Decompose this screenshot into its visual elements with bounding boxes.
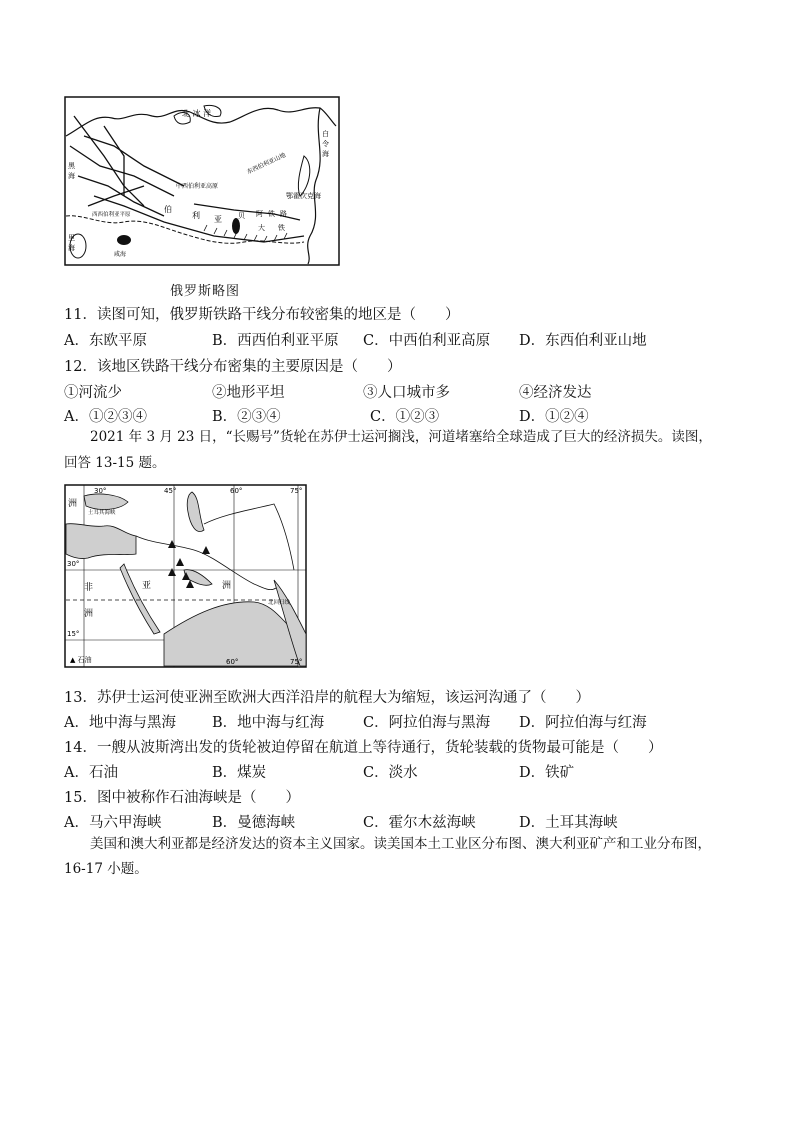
label-tropic-of-cancer: 北回归线 xyxy=(268,600,291,606)
q15-stem: 15．图中被称作石油海峡是（ ） xyxy=(64,790,300,806)
label-ya: 亚 xyxy=(142,581,152,591)
q15-option-d[interactable]: D．土耳其海峡 xyxy=(519,815,618,831)
passage-suez-line1: 2021 年 3 月 23 日，“长赐号”货轮在苏伊士运河搁浅，河道堵塞给全球造成了巨大的经济损失。读图， xyxy=(90,429,712,445)
svg-text:贝: 贝 xyxy=(238,212,245,220)
q12-statement-3: ③人口城市多 xyxy=(363,385,450,401)
label-caspian: 里 xyxy=(68,234,75,242)
q12-option-c[interactable]: C．①②③ xyxy=(370,409,440,425)
label-zhou-asia: 洲 xyxy=(222,581,232,591)
label-fei: 非 xyxy=(84,583,94,593)
legend-oil: ▲ 石油 xyxy=(70,656,92,664)
label-xian-sea: 咸海 xyxy=(114,251,127,258)
q11-option-a[interactable]: A．东欧平原 xyxy=(64,333,147,349)
label-lon45: 45° xyxy=(164,487,177,495)
label-west-sib: 西西伯利亚平原 xyxy=(92,212,131,218)
label-lat15: 15° xyxy=(67,630,80,638)
q12-stem: 12．该地区铁路干线分布密集的主要原因是（ ） xyxy=(64,359,402,375)
label-black-sea: 黑 xyxy=(68,162,75,170)
svg-text:海: 海 xyxy=(322,150,329,158)
q12-statement-4: ④经济发达 xyxy=(519,385,592,401)
svg-text:铁: 铁 xyxy=(268,210,275,218)
q11-stem: 11．读图可知，俄罗斯铁路干线分布较密集的地区是（ ） xyxy=(64,307,460,323)
svg-text:令: 令 xyxy=(322,140,329,148)
svg-text:大: 大 xyxy=(258,224,265,232)
svg-text:路: 路 xyxy=(280,210,287,218)
q15-option-c[interactable]: C．霍尔木兹海峡 xyxy=(363,815,476,831)
q14-option-c[interactable]: C．淡水 xyxy=(363,765,418,781)
label-central-sib: 中西伯利亚高原 xyxy=(176,183,219,190)
q14-option-b[interactable]: B．煤炭 xyxy=(212,765,267,781)
russia-map xyxy=(64,96,340,266)
q13-option-b[interactable]: B．地中海与红海 xyxy=(212,715,325,731)
svg-text:海: 海 xyxy=(68,172,75,180)
svg-text:亚: 亚 xyxy=(214,215,222,224)
passage-suez-line2: 回答 13-15 题。 xyxy=(64,455,166,471)
passage-us-aus-line1: 美国和澳大利亚都是经济发达的资本主义国家。读美国本土工业区分布图、澳大利亚矿产和工业分布图， xyxy=(90,836,711,852)
label-lon75: 75° xyxy=(290,487,303,495)
q11-option-c[interactable]: C．中西伯利亚高原 xyxy=(363,333,491,349)
label-lon30-top: 30° xyxy=(94,487,107,495)
label-okhotsk: 鄂霍次克海 xyxy=(286,192,321,200)
svg-text:阿: 阿 xyxy=(256,210,263,218)
q14-option-a[interactable]: A．石油 xyxy=(64,765,118,781)
label-lon75-bottom: 75° xyxy=(290,658,303,666)
svg-text:利: 利 xyxy=(192,211,200,220)
q12-option-b[interactable]: B．②③④ xyxy=(212,409,281,425)
q11-option-d[interactable]: D．东西伯利亚山地 xyxy=(519,333,647,349)
label-east-sib: 东西伯利亚山地 xyxy=(245,151,287,176)
q13-stem: 13．苏伊士运河使亚洲至欧洲大西洋沿岸的航程大为缩短，该运河沟通了（ ） xyxy=(64,690,590,706)
svg-text:铁: 铁 xyxy=(278,224,285,232)
label-zhou-africa: 洲 xyxy=(84,609,94,619)
q13-option-d[interactable]: D．阿拉伯海与红海 xyxy=(519,715,647,731)
q13-option-c[interactable]: C．阿拉伯海与黑海 xyxy=(363,715,491,731)
q11-option-b[interactable]: B．西西伯利亚平原 xyxy=(212,333,339,349)
q13-option-a[interactable]: A．地中海与黑海 xyxy=(64,715,176,731)
q14-option-d[interactable]: D．铁矿 xyxy=(519,765,575,781)
label-bering-sea: 白 xyxy=(322,130,329,138)
map1-caption: 俄罗斯略图 xyxy=(170,284,241,299)
q14-stem: 14．一艘从波斯湾出发的货轮被迫停留在航道上等待通行，货轮装载的货物最可能是（ ） xyxy=(64,740,663,756)
svg-text:海: 海 xyxy=(68,244,75,252)
label-lon60-bottom: 60° xyxy=(226,658,239,666)
passage-us-aus-line2: 16-17 小题。 xyxy=(64,861,148,877)
q12-option-a[interactable]: A．①②③④ xyxy=(64,409,147,425)
q12-option-d[interactable]: D．①②④ xyxy=(519,409,589,425)
label-lon60: 60° xyxy=(230,487,243,495)
q15-option-a[interactable]: A．马六甲海峡 xyxy=(64,815,162,831)
label-turkish-strait: 土耳其海峡 xyxy=(88,510,116,516)
label-zhou-left: 洲 xyxy=(68,499,78,509)
label-lat30: 30° xyxy=(67,560,80,568)
svg-text:伯: 伯 xyxy=(164,205,172,214)
label-north-ice-ocean: 北 冰 洋 xyxy=(182,109,212,118)
q12-statement-1: ①河流少 xyxy=(64,385,122,401)
middle-east-map xyxy=(64,484,307,668)
q12-statement-2: ②地形平坦 xyxy=(212,385,285,401)
q15-option-b[interactable]: B．曼德海峡 xyxy=(212,815,296,831)
